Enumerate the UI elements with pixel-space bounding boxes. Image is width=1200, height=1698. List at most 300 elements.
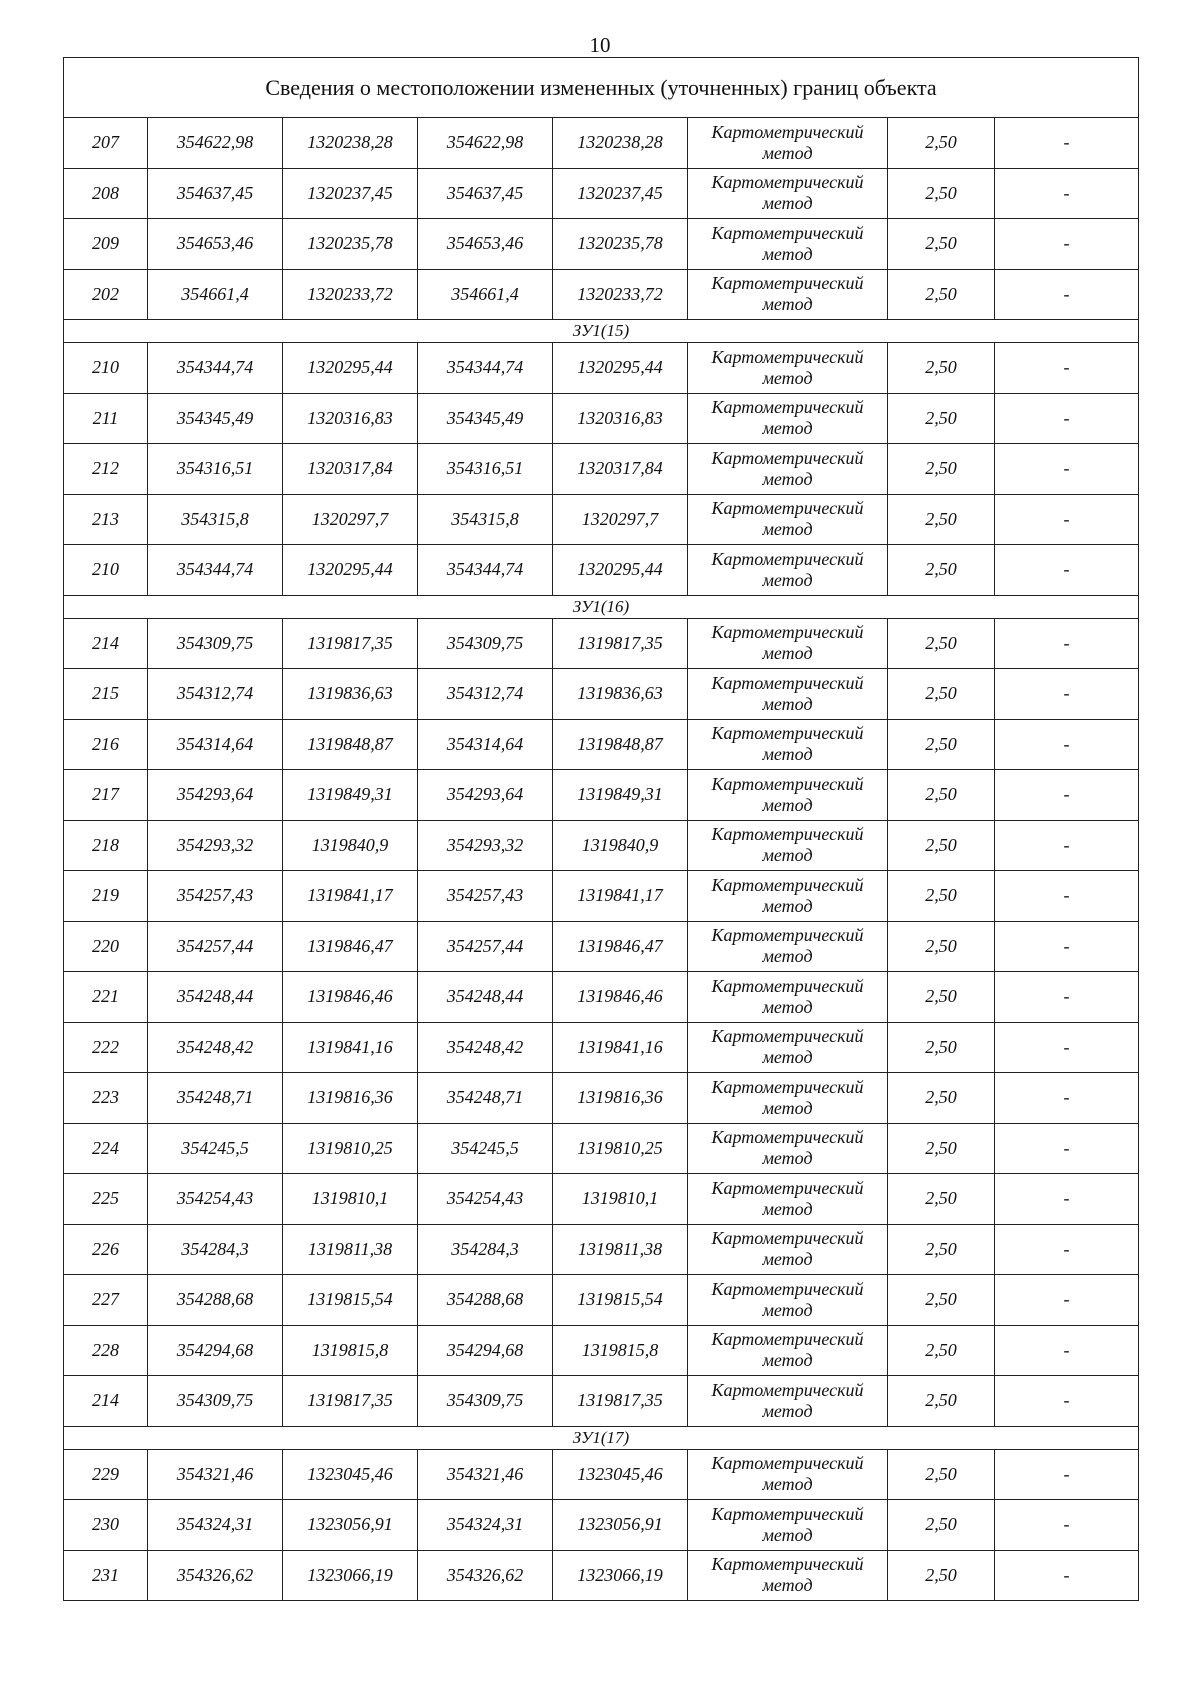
accuracy-cell: 2,50: [888, 871, 995, 922]
note-cell: -: [995, 1022, 1139, 1073]
existing-y-cell: 1319841,17: [283, 871, 418, 922]
existing-x-cell: 354293,32: [148, 820, 283, 871]
method-text-line: метод: [762, 418, 813, 439]
accuracy-cell: 2,50: [888, 545, 995, 596]
method-text-line: Картометрический: [711, 1554, 864, 1575]
method-cell: [688, 618, 888, 669]
refined-y-cell: 1323056,91: [553, 1500, 688, 1551]
existing-y-cell: 1320237,45: [283, 168, 418, 219]
section-label: ЗУ1(17): [64, 1426, 1139, 1449]
table-row: [64, 719, 1139, 770]
accuracy-cell: 2,50: [888, 1123, 995, 1174]
existing-x-cell: 354245,5: [148, 1123, 283, 1174]
note-cell: -: [995, 921, 1139, 972]
existing-y-cell: 1319840,9: [283, 820, 418, 871]
existing-y-cell: 1320235,78: [283, 219, 418, 270]
refined-x-cell: 354309,75: [418, 618, 553, 669]
point-number-cell: 212: [64, 444, 148, 495]
method-text-line: Картометрический: [711, 874, 864, 895]
refined-x-cell: 354312,74: [418, 669, 553, 720]
note-cell: -: [995, 1325, 1139, 1376]
method-cell: [688, 1275, 888, 1326]
method-cell: [688, 444, 888, 495]
point-number-cell: 210: [64, 545, 148, 596]
refined-x-cell: 354316,51: [418, 444, 553, 495]
existing-y-cell: 1319817,35: [283, 1376, 418, 1427]
method-cell: [688, 545, 888, 596]
method-cell: [688, 1500, 888, 1551]
method-text-line: Картометрический: [711, 1177, 864, 1198]
method-text-line: метод: [762, 1097, 813, 1118]
accuracy-cell: 2,50: [888, 1224, 995, 1275]
refined-y-cell: 1319849,31: [553, 770, 688, 821]
accuracy-cell: 2,50: [888, 1022, 995, 1073]
method-text-line: Картометрический: [711, 925, 864, 946]
method-cell: [688, 118, 888, 169]
method-cell: [688, 1224, 888, 1275]
table-row: [64, 1500, 1139, 1551]
note-cell: -: [995, 494, 1139, 545]
method-text-line: Картометрический: [711, 773, 864, 794]
refined-x-cell: 354309,75: [418, 1376, 553, 1427]
method-cell: [688, 1550, 888, 1601]
method-text-line: метод: [762, 1474, 813, 1495]
accuracy-cell: 2,50: [888, 1376, 995, 1427]
note-cell: -: [995, 168, 1139, 219]
existing-x-cell: 354324,31: [148, 1500, 283, 1551]
method-text-line: метод: [762, 468, 813, 489]
refined-x-cell: 354288,68: [418, 1275, 553, 1326]
accuracy-cell: 2,50: [888, 494, 995, 545]
table-row: [64, 871, 1139, 922]
accuracy-cell: 2,50: [888, 1174, 995, 1225]
method-text-line: Картометрический: [711, 498, 864, 519]
accuracy-cell: 2,50: [888, 1275, 995, 1326]
table-title: Сведения о местоположении измененных (уточненных) границ объекта: [64, 58, 1139, 118]
note-cell: -: [995, 1275, 1139, 1326]
method-text-line: метод: [762, 1575, 813, 1596]
existing-x-cell: 354248,44: [148, 972, 283, 1023]
existing-x-cell: 354284,3: [148, 1224, 283, 1275]
point-number-cell: 213: [64, 494, 148, 545]
refined-y-cell: 1320317,84: [553, 444, 688, 495]
table-row: [64, 1073, 1139, 1124]
refined-y-cell: 1320235,78: [553, 219, 688, 270]
refined-x-cell: 354653,46: [418, 219, 553, 270]
refined-x-cell: 354248,71: [418, 1073, 553, 1124]
existing-x-cell: 354309,75: [148, 1376, 283, 1427]
refined-y-cell: 1319840,9: [553, 820, 688, 871]
existing-y-cell: 1320295,44: [283, 545, 418, 596]
table-row: [64, 1224, 1139, 1275]
refined-y-cell: 1320238,28: [553, 118, 688, 169]
method-text-line: метод: [762, 243, 813, 264]
refined-y-cell: 1319848,87: [553, 719, 688, 770]
note-cell: -: [995, 871, 1139, 922]
method-text-line: Картометрический: [711, 222, 864, 243]
table-row: [64, 494, 1139, 545]
method-text-line: метод: [762, 519, 813, 540]
method-text-line: метод: [762, 1047, 813, 1068]
existing-x-cell: 354309,75: [148, 618, 283, 669]
existing-x-cell: 354257,44: [148, 921, 283, 972]
method-text-line: Картометрический: [711, 1329, 864, 1350]
table-row: [64, 118, 1139, 169]
note-cell: -: [995, 393, 1139, 444]
refined-x-cell: 354315,8: [418, 494, 553, 545]
existing-y-cell: 1320295,44: [283, 343, 418, 394]
method-text-line: Картометрический: [711, 121, 864, 142]
point-number-cell: 231: [64, 1550, 148, 1601]
table-row: [64, 820, 1139, 871]
method-cell: [688, 168, 888, 219]
existing-y-cell: 1319816,36: [283, 1073, 418, 1124]
existing-x-cell: 354248,42: [148, 1022, 283, 1073]
method-text-line: Картометрический: [711, 447, 864, 468]
method-text-line: Картометрический: [711, 397, 864, 418]
method-text-line: Картометрический: [711, 1278, 864, 1299]
method-cell: [688, 1174, 888, 1225]
boundary-coordinates-table: [63, 57, 1139, 1601]
method-text-line: метод: [762, 1148, 813, 1169]
note-cell: -: [995, 269, 1139, 320]
refined-y-cell: 1319846,47: [553, 921, 688, 972]
section-label: ЗУ1(16): [64, 595, 1139, 618]
method-cell: [688, 669, 888, 720]
refined-y-cell: 1323045,46: [553, 1449, 688, 1500]
table-row: [64, 1123, 1139, 1174]
method-text-line: Картометрический: [711, 1076, 864, 1097]
existing-y-cell: 1319849,31: [283, 770, 418, 821]
refined-x-cell: 354344,74: [418, 545, 553, 596]
existing-x-cell: 354316,51: [148, 444, 283, 495]
existing-y-cell: 1319811,38: [283, 1224, 418, 1275]
method-text-line: Картометрический: [711, 273, 864, 294]
method-text-line: Картометрический: [711, 1453, 864, 1474]
method-text-line: Картометрический: [711, 548, 864, 569]
note-cell: -: [995, 444, 1139, 495]
table-row: [64, 770, 1139, 821]
method-text-line: метод: [762, 142, 813, 163]
accuracy-cell: 2,50: [888, 921, 995, 972]
refined-y-cell: 1320295,44: [553, 545, 688, 596]
refined-x-cell: 354294,68: [418, 1325, 553, 1376]
table-row: [64, 219, 1139, 270]
existing-x-cell: 354637,45: [148, 168, 283, 219]
existing-x-cell: 354315,8: [148, 494, 283, 545]
point-number-cell: 218: [64, 820, 148, 871]
accuracy-cell: 2,50: [888, 770, 995, 821]
existing-y-cell: 1319817,35: [283, 618, 418, 669]
accuracy-cell: 2,50: [888, 669, 995, 720]
point-number-cell: 214: [64, 1376, 148, 1427]
method-text-line: Картометрический: [711, 672, 864, 693]
table-row: [64, 669, 1139, 720]
note-cell: -: [995, 1224, 1139, 1275]
refined-y-cell: 1319811,38: [553, 1224, 688, 1275]
refined-y-cell: 1319815,8: [553, 1325, 688, 1376]
refined-x-cell: 354314,64: [418, 719, 553, 770]
method-text-line: Картометрический: [711, 975, 864, 996]
note-cell: -: [995, 1174, 1139, 1225]
refined-x-cell: 354622,98: [418, 118, 553, 169]
existing-y-cell: 1319848,87: [283, 719, 418, 770]
refined-y-cell: 1319836,63: [553, 669, 688, 720]
method-cell: [688, 494, 888, 545]
table-row: [64, 168, 1139, 219]
existing-x-cell: 354294,68: [148, 1325, 283, 1376]
method-text-line: метод: [762, 1299, 813, 1320]
existing-y-cell: 1319810,1: [283, 1174, 418, 1225]
table-row: [64, 444, 1139, 495]
method-text-line: Картометрический: [711, 1503, 864, 1524]
note-cell: -: [995, 719, 1139, 770]
point-number-cell: 216: [64, 719, 148, 770]
accuracy-cell: 2,50: [888, 1449, 995, 1500]
method-text-line: метод: [762, 693, 813, 714]
method-text-line: метод: [762, 845, 813, 866]
refined-y-cell: 1320237,45: [553, 168, 688, 219]
method-text-line: метод: [762, 643, 813, 664]
method-text-line: Картометрический: [711, 172, 864, 193]
existing-y-cell: 1319810,25: [283, 1123, 418, 1174]
method-text-line: метод: [762, 1249, 813, 1270]
refined-y-cell: 1319846,46: [553, 972, 688, 1023]
method-cell: [688, 972, 888, 1023]
note-cell: -: [995, 1550, 1139, 1601]
existing-y-cell: 1320238,28: [283, 118, 418, 169]
existing-x-cell: 354344,74: [148, 545, 283, 596]
method-cell: [688, 719, 888, 770]
method-text-line: метод: [762, 1198, 813, 1219]
accuracy-cell: 2,50: [888, 393, 995, 444]
refined-y-cell: 1319817,35: [553, 618, 688, 669]
existing-x-cell: 354257,43: [148, 871, 283, 922]
refined-x-cell: 354324,31: [418, 1500, 553, 1551]
refined-x-cell: 354257,43: [418, 871, 553, 922]
accuracy-cell: 2,50: [888, 618, 995, 669]
method-text-line: Картометрический: [711, 1026, 864, 1047]
note-cell: -: [995, 1123, 1139, 1174]
accuracy-cell: 2,50: [888, 343, 995, 394]
table-row: [64, 618, 1139, 669]
existing-y-cell: 1323056,91: [283, 1500, 418, 1551]
existing-y-cell: 1319836,63: [283, 669, 418, 720]
method-text-line: Картометрический: [711, 346, 864, 367]
method-cell: [688, 1073, 888, 1124]
table-row: [64, 1376, 1139, 1427]
point-number-cell: 222: [64, 1022, 148, 1073]
note-cell: -: [995, 669, 1139, 720]
refined-x-cell: 354248,42: [418, 1022, 553, 1073]
method-cell: [688, 1123, 888, 1174]
existing-y-cell: 1320317,84: [283, 444, 418, 495]
section-header-row: [64, 595, 1139, 618]
existing-x-cell: 354248,71: [148, 1073, 283, 1124]
refined-y-cell: 1319841,16: [553, 1022, 688, 1073]
existing-x-cell: 354321,46: [148, 1449, 283, 1500]
refined-x-cell: 354321,46: [418, 1449, 553, 1500]
refined-x-cell: 354293,32: [418, 820, 553, 871]
refined-y-cell: 1323066,19: [553, 1550, 688, 1601]
note-cell: -: [995, 1376, 1139, 1427]
accuracy-cell: 2,50: [888, 1550, 995, 1601]
accuracy-cell: 2,50: [888, 118, 995, 169]
method-cell: [688, 1022, 888, 1073]
table-row: [64, 1449, 1139, 1500]
point-number-cell: 211: [64, 393, 148, 444]
note-cell: -: [995, 618, 1139, 669]
existing-x-cell: 354326,62: [148, 1550, 283, 1601]
point-number-cell: 229: [64, 1449, 148, 1500]
existing-y-cell: 1323045,46: [283, 1449, 418, 1500]
existing-y-cell: 1319815,8: [283, 1325, 418, 1376]
point-number-cell: 224: [64, 1123, 148, 1174]
accuracy-cell: 2,50: [888, 1073, 995, 1124]
table-row: [64, 269, 1139, 320]
point-number-cell: 208: [64, 168, 148, 219]
method-text-line: метод: [762, 895, 813, 916]
existing-x-cell: 354312,74: [148, 669, 283, 720]
note-cell: -: [995, 219, 1139, 270]
refined-y-cell: 1319817,35: [553, 1376, 688, 1427]
table-row: [64, 972, 1139, 1023]
existing-x-cell: 354345,49: [148, 393, 283, 444]
refined-x-cell: 354661,4: [418, 269, 553, 320]
method-text-line: метод: [762, 367, 813, 388]
existing-x-cell: 354293,64: [148, 770, 283, 821]
note-cell: -: [995, 820, 1139, 871]
refined-y-cell: 1319810,1: [553, 1174, 688, 1225]
method-cell: [688, 219, 888, 270]
refined-x-cell: 354254,43: [418, 1174, 553, 1225]
existing-x-cell: 354288,68: [148, 1275, 283, 1326]
method-cell: [688, 1325, 888, 1376]
refined-y-cell: 1319816,36: [553, 1073, 688, 1124]
accuracy-cell: 2,50: [888, 444, 995, 495]
method-cell: [688, 343, 888, 394]
refined-y-cell: 1320316,83: [553, 393, 688, 444]
accuracy-cell: 2,50: [888, 219, 995, 270]
table-row: [64, 1550, 1139, 1601]
refined-y-cell: 1320297,7: [553, 494, 688, 545]
method-text-line: Картометрический: [711, 622, 864, 643]
accuracy-cell: 2,50: [888, 269, 995, 320]
existing-y-cell: 1319815,54: [283, 1275, 418, 1326]
method-text-line: метод: [762, 193, 813, 214]
table-row: [64, 545, 1139, 596]
refined-x-cell: 354293,64: [418, 770, 553, 821]
note-cell: -: [995, 1449, 1139, 1500]
method-cell: [688, 269, 888, 320]
table-row: [64, 343, 1139, 394]
method-text-line: Картометрический: [711, 1379, 864, 1400]
method-text-line: метод: [762, 946, 813, 967]
point-number-cell: 207: [64, 118, 148, 169]
section-header-row: [64, 1426, 1139, 1449]
point-number-cell: 227: [64, 1275, 148, 1326]
method-cell: [688, 770, 888, 821]
accuracy-cell: 2,50: [888, 820, 995, 871]
method-text-line: метод: [762, 996, 813, 1017]
note-cell: -: [995, 343, 1139, 394]
refined-x-cell: 354326,62: [418, 1550, 553, 1601]
table-row: [64, 1275, 1139, 1326]
refined-y-cell: 1319815,54: [553, 1275, 688, 1326]
accuracy-cell: 2,50: [888, 1500, 995, 1551]
method-text-line: Картометрический: [711, 723, 864, 744]
table-row: [64, 1174, 1139, 1225]
note-cell: -: [995, 1073, 1139, 1124]
existing-y-cell: 1319841,16: [283, 1022, 418, 1073]
point-number-cell: 214: [64, 618, 148, 669]
section-header-row: [64, 320, 1139, 343]
method-text-line: метод: [762, 1350, 813, 1371]
table-header-row: [64, 58, 1139, 118]
section-label: ЗУ1(15): [64, 320, 1139, 343]
point-number-cell: 210: [64, 343, 148, 394]
method-text-line: метод: [762, 794, 813, 815]
method-cell: [688, 1449, 888, 1500]
existing-x-cell: 354622,98: [148, 118, 283, 169]
existing-x-cell: 354254,43: [148, 1174, 283, 1225]
point-number-cell: 225: [64, 1174, 148, 1225]
refined-x-cell: 354245,5: [418, 1123, 553, 1174]
refined-y-cell: 1320233,72: [553, 269, 688, 320]
existing-x-cell: 354661,4: [148, 269, 283, 320]
refined-x-cell: 354345,49: [418, 393, 553, 444]
method-text-line: Картометрический: [711, 1127, 864, 1148]
refined-y-cell: 1319841,17: [553, 871, 688, 922]
note-cell: -: [995, 118, 1139, 169]
method-text-line: метод: [762, 294, 813, 315]
method-text-line: метод: [762, 569, 813, 590]
point-number-cell: 226: [64, 1224, 148, 1275]
accuracy-cell: 2,50: [888, 168, 995, 219]
note-cell: -: [995, 972, 1139, 1023]
existing-x-cell: 354314,64: [148, 719, 283, 770]
method-text-line: метод: [762, 744, 813, 765]
table-row: [64, 921, 1139, 972]
note-cell: -: [995, 770, 1139, 821]
method-cell: [688, 871, 888, 922]
existing-y-cell: 1320233,72: [283, 269, 418, 320]
refined-x-cell: 354257,44: [418, 921, 553, 972]
point-number-cell: 209: [64, 219, 148, 270]
existing-x-cell: 354344,74: [148, 343, 283, 394]
existing-x-cell: 354653,46: [148, 219, 283, 270]
point-number-cell: 228: [64, 1325, 148, 1376]
page-number: 10: [589, 33, 611, 57]
point-number-cell: 230: [64, 1500, 148, 1551]
refined-y-cell: 1319810,25: [553, 1123, 688, 1174]
refined-x-cell: 354344,74: [418, 343, 553, 394]
method-text-line: метод: [762, 1400, 813, 1421]
refined-x-cell: 354637,45: [418, 168, 553, 219]
accuracy-cell: 2,50: [888, 719, 995, 770]
existing-y-cell: 1320316,83: [283, 393, 418, 444]
method-text-line: Картометрический: [711, 824, 864, 845]
note-cell: -: [995, 545, 1139, 596]
accuracy-cell: 2,50: [888, 972, 995, 1023]
point-number-cell: 220: [64, 921, 148, 972]
table-row: [64, 1022, 1139, 1073]
existing-y-cell: 1319846,46: [283, 972, 418, 1023]
point-number-cell: 202: [64, 269, 148, 320]
refined-x-cell: 354284,3: [418, 1224, 553, 1275]
point-number-cell: 215: [64, 669, 148, 720]
method-text-line: Картометрический: [711, 1228, 864, 1249]
